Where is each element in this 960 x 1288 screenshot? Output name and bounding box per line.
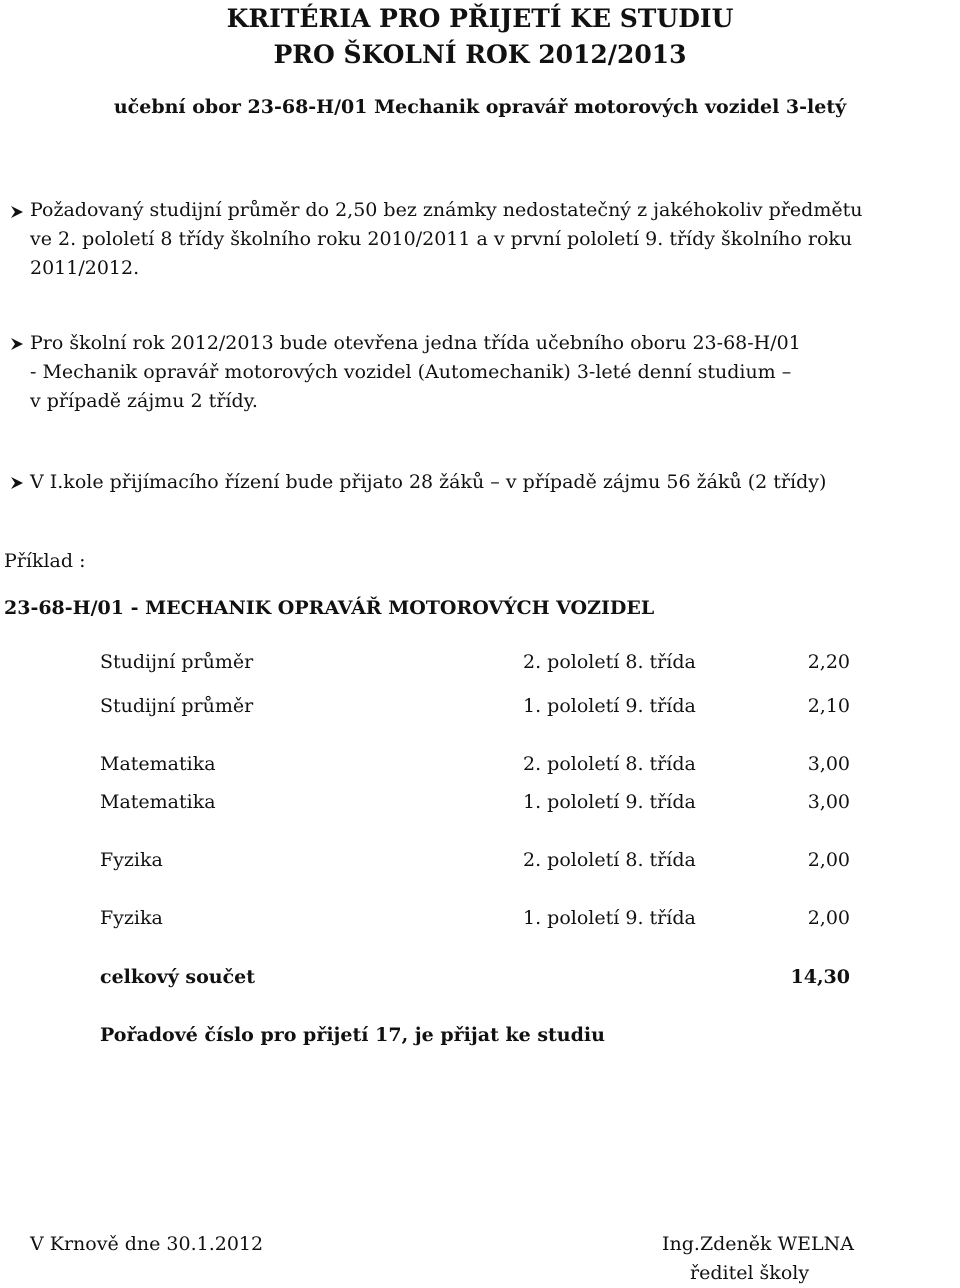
arrow-bullet-icon	[10, 205, 24, 219]
bullet-3-line-1: V I.kole přijímacího řízení bude přijato 28 žáků – v případě zájmu 56 žáků (2 třídy)	[30, 471, 827, 493]
title-line-1: KRITÉRIA PRO PŘIJETÍ KE STUDIU	[226, 4, 734, 33]
row-term: 2. pololetí 8. třída	[523, 849, 696, 871]
row-value: 2,10	[807, 695, 850, 717]
row-value: 3,00	[807, 791, 850, 813]
row-subject: Fyzika	[100, 907, 163, 929]
row-term: 1. pololetí 9. třída	[523, 791, 696, 813]
signer-name: Ing.Zdeněk WELNA	[662, 1233, 854, 1255]
arrow-bullet-icon	[10, 337, 24, 351]
place-date: V Krnově dne 30.1.2012	[30, 1233, 264, 1255]
bullet-1-line-1: Požadovaný studijní průměr do 2,50 bez známky nedostatečný z jakéhokoliv předmětu	[30, 199, 863, 221]
bullet-2-line-2: - Mechanik opravář motorových vozidel (Automechanik) 3-leté denní studium –	[30, 361, 792, 383]
row-term: 2. pololetí 8. třída	[523, 651, 696, 673]
row-value: 2,20	[807, 651, 850, 673]
row-subject: Studijní průměr	[100, 651, 254, 673]
row-subject: Matematika	[100, 753, 216, 775]
bullet-2-line-3: v případě zájmu 2 třídy.	[30, 390, 258, 412]
title-line-2: PRO ŠKOLNÍ ROK 2012/2013	[273, 40, 687, 69]
row-term: 1. pololetí 9. třída	[523, 907, 696, 929]
total-label: celkový součet	[100, 966, 256, 988]
bullet-1-line-2: ve 2. pololetí 8 třídy školního roku 2010/2011 a v první pololetí 9. třídy školního roku	[30, 228, 853, 250]
row-value: 3,00	[807, 753, 850, 775]
row-value: 2,00	[807, 907, 850, 929]
arrow-bullet-icon	[10, 476, 24, 490]
row-value: 2,00	[807, 849, 850, 871]
row-subject: Matematika	[100, 791, 216, 813]
row-term: 2. pololetí 8. třída	[523, 753, 696, 775]
row-subject: Fyzika	[100, 849, 163, 871]
example-heading: 23-68-H/01 - MECHANIK OPRAVÁŘ MOTOROVÝCH VOZIDEL	[4, 597, 655, 619]
ranking-note: Pořadové číslo pro přijetí 17, je přijat ke studiu	[100, 1024, 605, 1046]
row-term: 1. pololetí 9. třída	[523, 695, 696, 717]
example-label: Příklad :	[4, 550, 86, 572]
bullet-1-line-3: 2011/2012.	[30, 257, 140, 279]
total-value: 14,30	[790, 966, 850, 988]
row-subject: Studijní průměr	[100, 695, 254, 717]
signer-role: ředitel školy	[690, 1262, 810, 1284]
bullet-2-line-1: Pro školní rok 2012/2013 bude otevřena jedna třída učebního oboru 23-68-H/01	[30, 332, 801, 354]
field-of-study: učební obor 23-68-H/01 Mechanik opravář motorových vozidel 3-letý	[113, 96, 847, 118]
